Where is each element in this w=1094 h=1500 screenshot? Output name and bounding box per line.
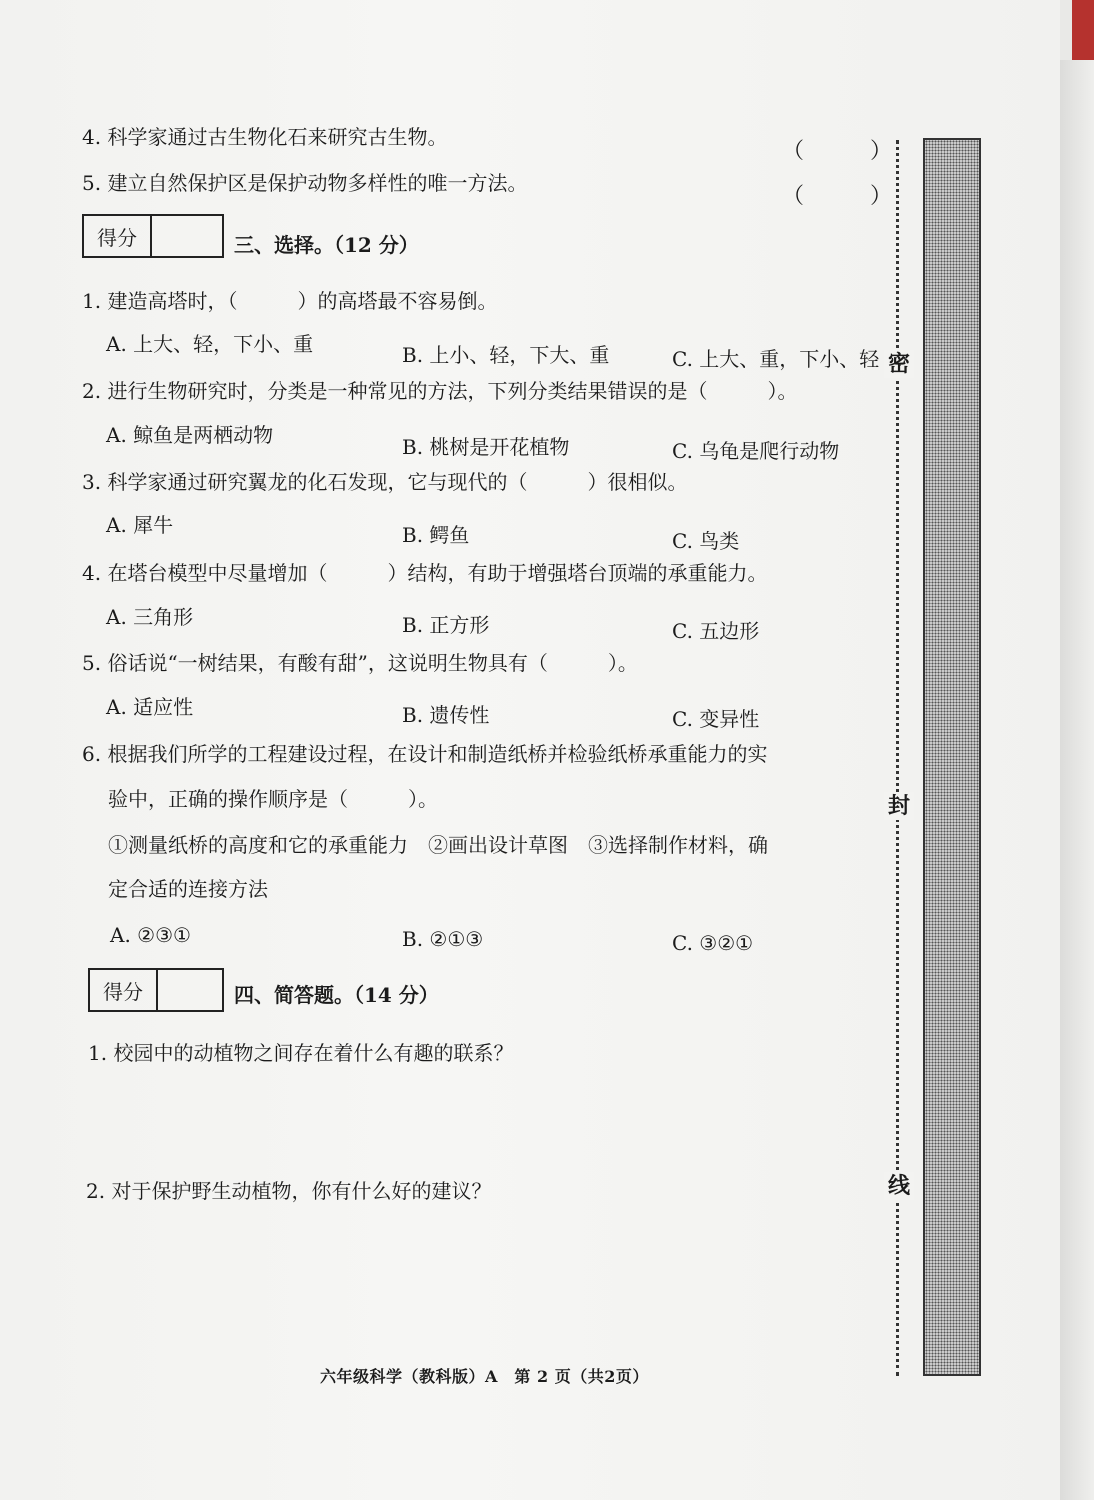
option-c[interactable]: C. 乌龟是爬行动物	[672, 439, 840, 463]
binding-label-mi: 密	[884, 350, 914, 378]
option-c[interactable]: C. 变异性	[672, 707, 760, 731]
answer-paren-4[interactable]: （ ）	[782, 139, 893, 164]
red-background-corner	[1072, 0, 1094, 60]
binding-label-xian: 线	[884, 1172, 914, 1200]
short-question-1: 1. 校园中的动植物之间存在着什么有趣的联系？	[88, 1041, 514, 1065]
option-b[interactable]: B. 桃树是开花植物	[402, 435, 570, 459]
judgment-item-4: 4. 科学家通过古生物化石来研究古生物。	[82, 125, 448, 149]
option-b[interactable]: B. 上小、轻，下大、重	[402, 343, 610, 367]
question-stem: 4. 在塔台模型中尽量增加（ ）结构，有助于增强塔台顶端的承重能力。	[82, 561, 768, 585]
option-a[interactable]: A. 三角形	[106, 605, 194, 629]
question-stem-cont: 验中，正确的操作顺序是（ ）。	[108, 787, 438, 811]
option-c[interactable]: C. 上大、重，下小、轻	[672, 347, 880, 371]
question-stem: 2. 进行生物研究时，分类是一种常见的方法，下列分类结果错误的是（ ）。	[82, 379, 798, 403]
judgment-item-5: 5. 建立自然保护区是保护动物多样性的唯一方法。	[82, 171, 528, 195]
question-stem: 5. 俗话说“一树结果，有酸有甜”，这说明生物具有（ ）。	[82, 651, 638, 675]
option-a[interactable]: A. 鲸鱼是两栖动物	[106, 423, 274, 447]
score-blank[interactable]	[158, 970, 222, 1010]
page-edge	[1060, 60, 1094, 1500]
question-stem: 6. 根据我们所学的工程建设过程，在设计和制造纸桥并检验纸桥承重能力的实	[82, 742, 768, 766]
option-c[interactable]: C. 五边形	[672, 619, 760, 643]
option-a[interactable]: A. 犀牛	[106, 513, 174, 537]
section-title-choice: 三、选择。（12 分）	[234, 233, 419, 257]
binding-strip	[923, 138, 981, 1376]
question-steps: ①测量纸桥的高度和它的承重能力 ②画出设计草图 ③选择制作材料，确	[108, 833, 768, 857]
score-box-choice	[82, 214, 224, 258]
option-b[interactable]: B. 遗传性	[402, 703, 490, 727]
page-footer: 六年级科学（教科版）A 第 2 页（共2页）	[320, 1367, 649, 1386]
option-b[interactable]: B. 鳄鱼	[402, 523, 470, 547]
question-steps-cont: 定合适的连接方法	[108, 877, 268, 901]
question-stem: 3. 科学家通过研究翼龙的化石发现，它与现代的（ ）很相似。	[82, 470, 688, 494]
score-label: 得分	[84, 216, 152, 256]
option-c[interactable]: C. 鸟类	[672, 529, 740, 553]
score-label: 得分	[90, 970, 158, 1010]
option-b[interactable]: B. 正方形	[402, 613, 490, 637]
short-question-2: 2. 对于保护野生动植物，你有什么好的建议？	[86, 1179, 492, 1203]
score-blank[interactable]	[152, 216, 222, 256]
score-box-short	[88, 968, 224, 1012]
question-stem: 1. 建造高塔时，（ ）的高塔最不容易倒。	[82, 289, 498, 313]
answer-paren-5[interactable]: （ ）	[782, 184, 893, 209]
option-a[interactable]: A. 上大、轻，下小、重	[106, 332, 314, 356]
option-a[interactable]: A. ②③①	[110, 923, 191, 947]
option-b[interactable]: B. ②①③	[402, 927, 484, 951]
binding-label-feng: 封	[884, 792, 914, 820]
option-c[interactable]: C. ③②①	[672, 931, 754, 955]
option-a[interactable]: A. 适应性	[106, 695, 194, 719]
section-title-short: 四、简答题。（14 分）	[234, 983, 439, 1007]
